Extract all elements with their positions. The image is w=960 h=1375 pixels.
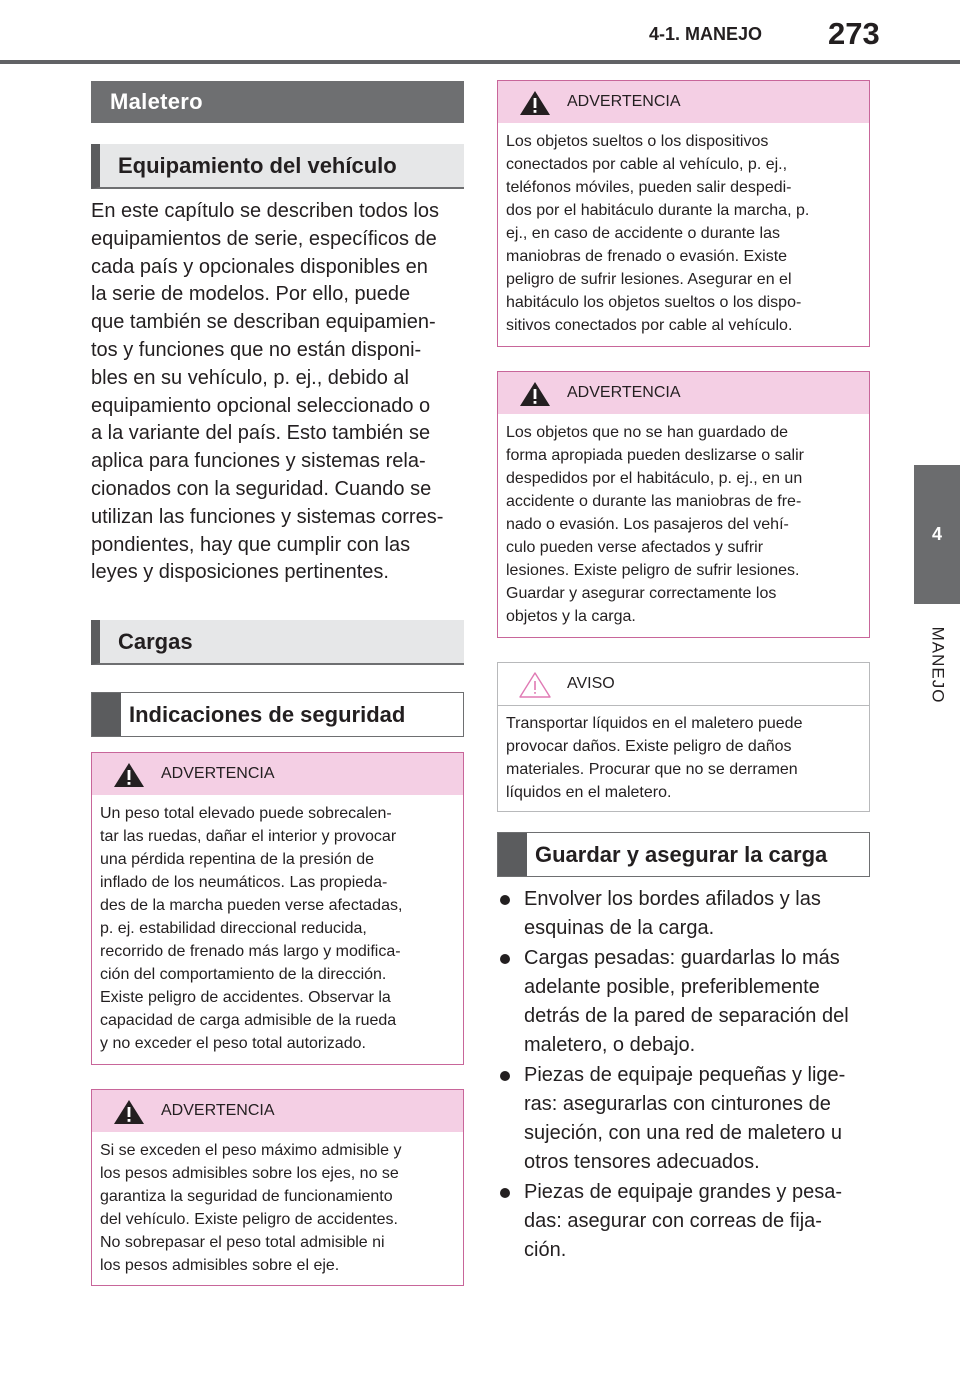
intro-paragraph <box>91 198 471 587</box>
warning-header <box>498 81 869 123</box>
chapter-side-label-text: MANEJO <box>928 626 947 704</box>
warning-box-3 <box>497 80 870 347</box>
warning-body <box>92 1132 463 1277</box>
list-item <box>500 885 870 943</box>
text-line: sujeción, con una red de maletero u <box>524 1122 842 1144</box>
text-line: culo pueden verse afectados y sufrir <box>506 539 764 556</box>
bullet-dot <box>500 1188 510 1198</box>
heading-maletero-text: Maletero <box>110 89 203 114</box>
text-line: maletero, o debajo. <box>524 1034 696 1056</box>
warning-triangle-icon <box>518 380 552 408</box>
text-line: inflado de los neumáticos. Las propieda- <box>100 874 388 891</box>
text-line: teléfonos móviles, pueden salir despedi- <box>506 179 792 196</box>
text-line: la serie de modelos. Por ello, puede <box>91 283 411 306</box>
list-item <box>500 1061 870 1177</box>
heading-guardar-text: Guardar y asegurar la carga <box>535 841 828 867</box>
text-line: pondientes, hay que cumplir con las <box>91 533 411 556</box>
text-line: bles en su vehículo, p. ej., debido al <box>91 366 409 389</box>
heading-guardar <box>497 832 870 877</box>
warning-triangle-icon <box>112 761 146 789</box>
bullet-dot <box>500 954 510 964</box>
warning-header <box>92 753 463 795</box>
heading-maletero <box>91 81 464 123</box>
text-line: Los objetos que no se han guardado de <box>506 424 789 441</box>
text-line: Envolver los bordes afilados y las <box>524 888 821 910</box>
chapter-tab[interactable] <box>914 465 960 604</box>
chapter-side-label <box>924 622 950 708</box>
warning-box-2 <box>91 1089 464 1286</box>
text-line: una pérdida repentina de la presión de <box>100 851 374 868</box>
text-line: adelante posible, preferiblemente <box>524 976 820 998</box>
text-line: garantiza la seguridad de funcionamiento <box>100 1188 393 1205</box>
text-line: Los objetos sueltos o los dispositivos <box>506 133 769 150</box>
warning-label: ADVERTENCIA <box>567 384 681 401</box>
text-line: Un peso total elevado puede sobrecalen- <box>100 805 392 822</box>
text-line: y no exceder el peso total autorizado. <box>100 1035 366 1052</box>
warning-triangle-icon <box>518 89 552 117</box>
text-line: Guardar y asegurar correctamente los <box>506 585 777 602</box>
notice-box <box>497 662 870 812</box>
heading-equipamiento <box>91 144 464 189</box>
warning-header <box>92 1090 463 1132</box>
text-line: equipamientos de serie, específicos de <box>91 227 437 250</box>
text-line: accidente o durante las maniobras de fre- <box>506 493 802 510</box>
text-line: despedidos por el habitáculo, p. ej., en un <box>506 470 803 487</box>
text-line: conectados por cable al vehículo, p. ej., <box>506 156 788 173</box>
text-line: ción. <box>524 1239 567 1261</box>
text-line: p. ej. estabilidad direccional reducida, <box>100 920 367 937</box>
heading-bar <box>92 693 121 736</box>
text-line: das: asegurar con correas de fija- <box>524 1210 822 1232</box>
warning-label: ADVERTENCIA <box>567 93 681 110</box>
text-line: Si se exceden el peso máximo admisible y <box>100 1142 402 1159</box>
warning-triangle-icon <box>112 1098 146 1126</box>
text-line: peligro de sufrir lesiones. Asegurar en el <box>506 271 792 288</box>
text-line: habitáculo los objetos sueltos o los dispo- <box>506 294 802 311</box>
text-line: recorrido de frenado más largo y modifica- <box>100 943 401 960</box>
text-line: sitivos conectados por cable al vehículo. <box>506 317 793 334</box>
list-item <box>500 944 870 1060</box>
text-line: cada país y opcionales disponibles en <box>91 255 428 278</box>
text-line: Piezas de equipaje grandes y pesa- <box>524 1181 842 1203</box>
text-line: Piezas de equipaje pequeñas y lige- <box>524 1064 846 1086</box>
header-rule <box>0 60 960 64</box>
text-line: esquinas de la carga. <box>524 917 715 939</box>
text-line: que también se describan equipamien- <box>91 311 436 334</box>
heading-equipamiento-text: Equipamiento del vehículo <box>118 152 397 178</box>
heading-indicaciones-text: Indicaciones de seguridad <box>129 701 406 727</box>
bullet-list <box>500 885 870 1266</box>
text-line: los pesos admisibles sobre el eje. <box>100 1257 340 1274</box>
text-line: aplica para funciones y sistemas rela- <box>91 450 426 473</box>
heading-cargas-text: Cargas <box>118 628 193 654</box>
text-line: líquidos en el maletero. <box>506 784 672 801</box>
warning-header <box>498 372 869 414</box>
warning-body <box>498 414 869 628</box>
warning-label: ADVERTENCIA <box>161 1102 275 1119</box>
text-line: objetos y la carga. <box>506 608 636 625</box>
warning-label: ADVERTENCIA <box>161 765 275 782</box>
text-line: Existe peligro de accidentes. Observar la <box>100 989 391 1006</box>
text-line: del vehículo. Existe peligro de accidentes. <box>100 1211 398 1228</box>
text-line: a la variante del país. Esto también se <box>91 422 431 445</box>
text-line: tos y funciones que no están disponi- <box>91 338 422 361</box>
heading-cargas <box>91 620 464 665</box>
text-line: ción del comportamiento de la dirección. <box>100 966 387 983</box>
text-line: equipamiento opcional seleccionado o <box>91 394 431 417</box>
bullet-dot <box>500 895 510 905</box>
notice-body <box>498 706 869 804</box>
text-line: No sobrepasar el peso total admisible ni <box>100 1234 385 1251</box>
text-line: cionados con la seguridad. Cuando se <box>91 477 432 500</box>
list-item <box>500 1178 870 1265</box>
text-line: leyes y disposiciones pertinentes. <box>91 561 389 584</box>
text-line: nado o evasión. Los pasajeros del vehí- <box>506 516 789 533</box>
notice-header <box>498 663 869 706</box>
text-line: dos por el habitáculo durante la marcha, p. <box>506 202 810 219</box>
text-line: lesiones. Existe peligro de sufrir lesiones. <box>506 562 800 579</box>
chapter-number: 4 <box>931 524 942 544</box>
warning-box-4 <box>497 371 870 638</box>
notice-label: AVISO <box>567 675 615 692</box>
text-line: Transportar líquidos en el maletero puede <box>506 715 803 732</box>
text-line: utilizan las funciones y sistemas corres- <box>91 505 444 528</box>
notice-triangle-icon <box>518 671 552 699</box>
text-line: otros tensores adecuados. <box>524 1151 760 1173</box>
text-line: tar las ruedas, dañar el interior y provocar <box>100 828 397 845</box>
text-line: detrás de la pared de separación del <box>524 1005 849 1027</box>
text-line: ras: asegurarlas con cinturones de <box>524 1093 831 1115</box>
text-line: En este capítulo se describen todos los <box>91 200 439 222</box>
text-line: provocar daños. Existe peligro de daños <box>506 738 792 755</box>
text-line: maniobras de frenado o evasión. Existe <box>506 248 788 265</box>
text-line: Cargas pesadas: guardarlas lo más <box>524 947 840 969</box>
text-line: des de la marcha pueden verse afectadas, <box>100 897 403 914</box>
heading-bar <box>498 833 527 876</box>
section-title: 4-1. MANEJO <box>649 24 763 44</box>
text-line: materiales. Procurar que no se derramen <box>506 761 798 778</box>
warning-box-1 <box>91 752 464 1065</box>
text-line: ej., en caso de accidente o durante las <box>506 225 780 242</box>
warning-body <box>92 795 463 1055</box>
warning-body <box>498 123 869 337</box>
bullet-dot <box>500 1071 510 1081</box>
heading-indicaciones <box>91 692 464 737</box>
page-number: 273 <box>828 16 880 51</box>
text-line: forma apropiada pueden deslizarse o salir <box>506 447 804 464</box>
text-line: capacidad de carga admisible de la rueda <box>100 1012 397 1029</box>
text-line: los pesos admisibles sobre los ejes, no se <box>100 1165 399 1182</box>
